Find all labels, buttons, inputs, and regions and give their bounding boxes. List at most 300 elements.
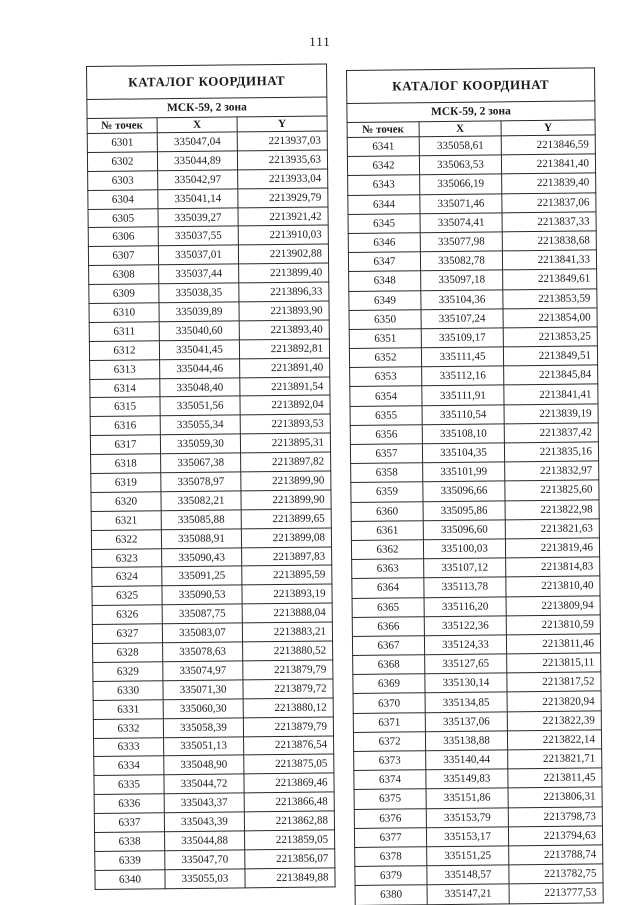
table-row: [347, 135, 595, 157]
table-row: [351, 538, 599, 560]
x-coordinate: 335107,12: [424, 558, 506, 578]
x-coordinate: 335100,03: [423, 539, 505, 559]
point-number: 6349: [349, 290, 421, 310]
x-coordinate: 335104,36: [421, 289, 503, 309]
point-number: 6366: [352, 616, 424, 636]
column-header-y: Y: [501, 120, 595, 136]
x-coordinate: 335041,14: [158, 189, 238, 209]
point-number: 6311: [89, 322, 159, 342]
y-coordinate: 2213897,83: [242, 547, 332, 567]
y-coordinate: 2213883,21: [242, 622, 332, 642]
x-coordinate: 335058,39: [163, 717, 243, 737]
x-coordinate: 335113,78: [424, 577, 506, 597]
table-row: [94, 735, 334, 756]
y-coordinate: 2213837,33: [502, 212, 596, 232]
table-row: [350, 404, 598, 426]
x-coordinate: 335047,04: [157, 132, 237, 152]
column-header-point: № точек: [347, 122, 419, 138]
table-row: [90, 377, 330, 398]
table-row: [92, 565, 332, 586]
point-number: 6335: [94, 775, 164, 795]
table-row: [354, 749, 602, 771]
y-coordinate: 2213896,33: [239, 282, 329, 302]
point-number: 6302: [87, 152, 157, 172]
y-coordinate: 2213869,46: [244, 773, 334, 793]
x-coordinate: 335048,40: [160, 377, 240, 397]
y-coordinate: 2213837,42: [504, 423, 598, 443]
catalog-title: КАТАЛОГ КООРДИНАТ: [87, 64, 327, 100]
y-coordinate: 2213933,04: [238, 169, 328, 189]
y-coordinate: 2213821,63: [505, 519, 599, 539]
table-row: [88, 188, 328, 209]
y-coordinate: 2213899,90: [241, 471, 331, 491]
y-coordinate: 2213849,61: [503, 269, 597, 289]
x-coordinate: 335055,03: [165, 869, 245, 889]
y-coordinate: 2213921,42: [238, 207, 328, 227]
coordinate-catalog-left: [86, 63, 336, 889]
table-row: [93, 698, 333, 719]
y-coordinate: 2213839,40: [502, 173, 596, 193]
point-number: 6352: [349, 348, 421, 368]
table-row: [348, 192, 596, 214]
point-number: 6329: [93, 662, 163, 682]
x-coordinate: 335060,30: [163, 699, 243, 719]
point-number: 6301: [87, 133, 157, 153]
point-number: 6342: [347, 156, 419, 176]
coordinate-catalog-right: [346, 67, 604, 905]
table-row: [352, 595, 600, 617]
point-number: 6333: [94, 737, 164, 757]
point-number: 6373: [354, 751, 426, 771]
x-coordinate: 335078,63: [163, 642, 243, 662]
point-number: 6340: [95, 869, 165, 889]
y-coordinate: 2213880,52: [243, 641, 333, 661]
table-row: [349, 308, 597, 330]
x-coordinate: 335147,21: [427, 884, 509, 904]
y-coordinate: 2213891,54: [240, 377, 330, 397]
y-coordinate: 2213866,48: [244, 792, 334, 812]
y-coordinate: 2213839,19: [504, 404, 598, 424]
page-number: 111: [309, 34, 331, 49]
y-coordinate: 2213777,53: [509, 883, 603, 903]
y-coordinate: 2213788,74: [509, 845, 603, 865]
y-coordinate: 2213859,05: [245, 830, 335, 850]
point-number: 6338: [95, 832, 165, 852]
y-coordinate: 2213899,90: [241, 490, 331, 510]
y-coordinate: 2213893,53: [240, 414, 330, 434]
point-number: 6323: [92, 548, 162, 568]
y-coordinate: 2213893,19: [242, 584, 332, 604]
x-coordinate: 335071,46: [420, 193, 502, 213]
y-coordinate: 2213814,83: [506, 557, 600, 577]
table-row: [92, 547, 332, 568]
point-number: 6316: [90, 416, 160, 436]
point-number: 6334: [94, 756, 164, 776]
x-coordinate: 335042,97: [158, 170, 238, 190]
coordinate-system: МСК-59, 2 зона: [347, 101, 595, 123]
point-number: 6331: [93, 699, 163, 719]
y-coordinate: 2213888,04: [242, 603, 332, 623]
table-row: [353, 672, 601, 694]
y-coordinate: 2213853,59: [503, 288, 597, 308]
x-coordinate: 335153,17: [426, 827, 508, 847]
point-number: 6327: [92, 624, 162, 644]
y-coordinate: 2213846,59: [501, 135, 595, 155]
point-number: 6303: [88, 171, 158, 191]
x-coordinate: 335058,61: [419, 136, 501, 156]
column-header-x: X: [419, 121, 501, 137]
table-row: [89, 301, 329, 322]
table-row: [89, 339, 329, 360]
y-coordinate: 2213841,41: [504, 384, 598, 404]
y-coordinate: 2213895,31: [240, 433, 330, 453]
y-coordinate: 2213822,14: [507, 730, 601, 750]
table-row: [87, 131, 327, 152]
x-coordinate: 335044,88: [165, 831, 245, 851]
y-coordinate: 2213897,82: [241, 452, 331, 472]
x-coordinate: 335048,90: [164, 755, 244, 775]
point-number: 6309: [89, 284, 159, 304]
x-coordinate: 335071,30: [163, 680, 243, 700]
point-number: 6362: [351, 540, 423, 560]
point-number: 6357: [350, 444, 422, 464]
y-coordinate: 2213899,08: [241, 528, 331, 548]
y-coordinate: 2213854,00: [503, 308, 597, 328]
x-coordinate: 335138,88: [425, 731, 507, 751]
table-row: [88, 225, 328, 246]
table-row: [351, 499, 599, 521]
x-coordinate: 335088,91: [161, 529, 241, 549]
table-row: [349, 327, 597, 349]
table-row: [348, 173, 596, 195]
point-number: 6354: [350, 386, 422, 406]
x-coordinate: 335043,37: [164, 793, 244, 813]
y-coordinate: 2213910,03: [238, 225, 328, 245]
point-number: 6367: [352, 636, 424, 656]
x-coordinate: 335116,20: [424, 596, 506, 616]
table-row: [350, 442, 598, 464]
table-row: [353, 710, 601, 732]
x-coordinate: 335149,83: [426, 769, 508, 789]
point-number: 6304: [88, 189, 158, 209]
x-coordinate: 335082,78: [420, 251, 502, 271]
x-coordinate: 335067,38: [161, 453, 241, 473]
y-coordinate: 2213825,60: [505, 480, 599, 500]
table-row: [354, 768, 602, 790]
x-coordinate: 335043,39: [164, 812, 244, 832]
y-coordinate: 2213820,94: [507, 691, 601, 711]
point-number: 6380: [355, 885, 427, 905]
y-coordinate: 2213899,65: [241, 509, 331, 529]
x-coordinate: 335137,06: [425, 711, 507, 731]
point-number: 6325: [92, 586, 162, 606]
table-row: [354, 806, 602, 828]
table-row: [89, 320, 329, 341]
point-number: 6365: [352, 597, 424, 617]
point-number: 6356: [350, 425, 422, 445]
x-coordinate: 335074,41: [420, 213, 502, 233]
point-number: 6355: [350, 405, 422, 425]
point-number: 6337: [94, 813, 164, 833]
y-coordinate: 2213893,90: [239, 301, 329, 321]
x-coordinate: 335104,35: [422, 443, 504, 463]
point-number: 6341: [347, 137, 419, 157]
x-coordinate: 335151,25: [427, 846, 509, 866]
x-coordinate: 335153,79: [426, 807, 508, 827]
table-row: [89, 282, 329, 303]
table-row: [349, 346, 597, 368]
point-number: 6368: [353, 655, 425, 675]
x-coordinate: 335111,45: [421, 347, 503, 367]
x-coordinate: 335082,21: [161, 491, 241, 511]
point-number: 6306: [88, 227, 158, 247]
y-coordinate: 2213879,79: [243, 717, 333, 737]
y-coordinate: 2213822,39: [507, 710, 601, 730]
x-coordinate: 335111,91: [422, 385, 504, 405]
point-number: 6308: [89, 265, 159, 285]
y-coordinate: 2213879,79: [243, 660, 333, 680]
x-coordinate: 335151,86: [426, 788, 508, 808]
x-coordinate: 335037,55: [158, 226, 238, 246]
point-number: 6330: [93, 681, 163, 701]
table-row: [90, 395, 330, 416]
table-row: [348, 250, 596, 272]
point-number: 6314: [90, 378, 160, 398]
table-row: [91, 471, 331, 492]
table-row: [93, 717, 333, 738]
point-number: 6305: [88, 208, 158, 228]
point-number: 6336: [94, 794, 164, 814]
table-row: [351, 519, 599, 541]
table-row: [91, 490, 331, 511]
y-coordinate: 2213806,31: [508, 787, 602, 807]
point-number: 6307: [88, 246, 158, 266]
point-number: 6363: [352, 559, 424, 579]
point-number: 6376: [354, 808, 426, 828]
table-row: [352, 615, 600, 637]
y-coordinate: 2213862,88: [244, 811, 334, 831]
column-header-y: Y: [237, 116, 327, 132]
y-coordinate: 2213853,25: [503, 327, 597, 347]
point-number: 6348: [349, 271, 421, 291]
y-coordinate: 2213876,54: [244, 735, 334, 755]
point-number: 6326: [92, 605, 162, 625]
x-coordinate: 335122,36: [424, 616, 506, 636]
point-number: 6378: [355, 847, 427, 867]
point-number: 6347: [348, 252, 420, 272]
x-coordinate: 335148,57: [427, 865, 509, 885]
x-coordinate: 335044,72: [164, 774, 244, 794]
x-coordinate: 335083,07: [162, 623, 242, 643]
point-number: 6315: [90, 397, 160, 417]
table-row: [89, 263, 329, 284]
y-coordinate: 2213835,16: [504, 442, 598, 462]
point-number: 6318: [91, 454, 161, 474]
table-row: [351, 461, 599, 483]
point-number: 6343: [348, 175, 420, 195]
x-coordinate: 335130,14: [425, 673, 507, 693]
x-coordinate: 335037,01: [158, 245, 238, 265]
x-coordinate: 335107,24: [421, 309, 503, 329]
table-row: [353, 691, 601, 713]
point-number: 6377: [354, 827, 426, 847]
table-row: [348, 231, 596, 253]
table-row: [95, 849, 335, 870]
table-row: [94, 792, 334, 813]
point-number: 6344: [348, 194, 420, 214]
x-coordinate: 335134,85: [425, 692, 507, 712]
x-coordinate: 335109,17: [421, 328, 503, 348]
point-number: 6364: [352, 578, 424, 598]
table-row: [349, 288, 597, 310]
table-row: [352, 557, 600, 579]
table-row: [353, 730, 601, 752]
x-coordinate: 335051,13: [164, 736, 244, 756]
y-coordinate: 2213811,46: [506, 634, 600, 654]
x-coordinate: 335096,66: [423, 481, 505, 501]
y-coordinate: 2213880,12: [243, 698, 333, 718]
point-number: 6372: [353, 732, 425, 752]
y-coordinate: 2213811,45: [508, 768, 602, 788]
table-row: [91, 509, 331, 530]
point-number: 6361: [351, 520, 423, 540]
x-coordinate: 335051,56: [160, 396, 240, 416]
x-coordinate: 335091,25: [162, 566, 242, 586]
table-row: [355, 864, 603, 886]
x-coordinate: 335096,60: [423, 520, 505, 540]
x-coordinate: 335124,33: [424, 635, 506, 655]
table-row: [92, 603, 332, 624]
point-number: 6319: [91, 473, 161, 493]
table-row: [95, 830, 335, 851]
y-coordinate: 2213891,40: [240, 358, 330, 378]
x-coordinate: 335044,46: [160, 359, 240, 379]
table-row: [90, 433, 330, 454]
point-number: 6353: [350, 367, 422, 387]
table-row: [94, 773, 334, 794]
column-header-x: X: [157, 117, 237, 133]
y-coordinate: 2213794,63: [508, 826, 602, 846]
table-row: [90, 358, 330, 379]
point-number: 6375: [354, 789, 426, 809]
table-row: [91, 452, 331, 473]
point-number: 6358: [351, 463, 423, 483]
y-coordinate: 2213817,52: [507, 672, 601, 692]
table-row: [94, 754, 334, 775]
y-coordinate: 2213845,84: [504, 365, 598, 385]
point-number: 6359: [351, 482, 423, 502]
point-number: 6374: [354, 770, 426, 790]
point-number: 6317: [90, 435, 160, 455]
point-number: 6312: [89, 341, 159, 361]
y-coordinate: 2213832,97: [505, 461, 599, 481]
point-number: 6350: [349, 309, 421, 329]
x-coordinate: 335038,35: [159, 283, 239, 303]
point-number: 6360: [351, 501, 423, 521]
x-coordinate: 335063,53: [419, 155, 501, 175]
table-row: [350, 365, 598, 387]
table-row: [92, 584, 332, 605]
y-coordinate: 2213856,07: [245, 849, 335, 869]
point-number: 6332: [93, 718, 163, 738]
table-row: [88, 169, 328, 190]
y-coordinate: 2213841,33: [502, 250, 596, 270]
y-coordinate: 2213819,46: [505, 538, 599, 558]
x-coordinate: 335055,34: [160, 415, 240, 435]
table-row: [350, 384, 598, 406]
table-row: [94, 811, 334, 832]
table-row: [355, 845, 603, 867]
x-coordinate: 335039,27: [158, 207, 238, 227]
y-coordinate: 2213849,88: [245, 868, 335, 888]
y-coordinate: 2213937,03: [237, 131, 327, 151]
y-coordinate: 2213895,59: [242, 565, 332, 585]
table-row: [353, 653, 601, 675]
x-coordinate: 335047,70: [165, 850, 245, 870]
point-number: 6369: [353, 674, 425, 694]
table-row: [354, 826, 602, 848]
table-row: [90, 414, 330, 435]
point-number: 6313: [90, 359, 160, 379]
table-row: [95, 868, 335, 889]
point-number: 6310: [89, 303, 159, 323]
point-number: 6345: [348, 213, 420, 233]
column-header-point: № точек: [87, 118, 157, 134]
x-coordinate: 335078,97: [161, 472, 241, 492]
x-coordinate: 335085,88: [161, 510, 241, 530]
point-number: 6379: [355, 866, 427, 886]
point-number: 6370: [353, 693, 425, 713]
x-coordinate: 335059,30: [160, 434, 240, 454]
y-coordinate: 2213875,05: [244, 754, 334, 774]
point-number: 6346: [348, 233, 420, 253]
x-coordinate: 335037,44: [159, 264, 239, 284]
y-coordinate: 2213782,75: [509, 864, 603, 884]
x-coordinate: 335108,10: [422, 424, 504, 444]
x-coordinate: 335090,43: [162, 547, 242, 567]
x-coordinate: 335040,60: [159, 321, 239, 341]
x-coordinate: 335140,44: [426, 750, 508, 770]
y-coordinate: 2213892,04: [240, 395, 330, 415]
table-row: [88, 244, 328, 265]
point-number: 6328: [93, 643, 163, 663]
x-coordinate: 335110,54: [422, 404, 504, 424]
table-row: [92, 622, 332, 643]
table-row: [91, 528, 331, 549]
point-number: 6339: [95, 851, 165, 871]
table-row: [352, 576, 600, 598]
point-number: 6324: [92, 567, 162, 587]
x-coordinate: 335044,89: [157, 151, 237, 171]
y-coordinate: 2213841,40: [501, 154, 595, 174]
y-coordinate: 2213902,88: [238, 244, 328, 264]
point-number: 6320: [91, 492, 161, 512]
y-coordinate: 2213798,73: [508, 806, 602, 826]
y-coordinate: 2213821,71: [508, 749, 602, 769]
y-coordinate: 2213849,51: [503, 346, 597, 366]
table-row: [355, 883, 603, 905]
table-row: [93, 660, 333, 681]
table-row: [347, 154, 595, 176]
point-number: 6351: [349, 329, 421, 349]
catalog-title: КАТАЛОГ КООРДИНАТ: [347, 68, 595, 104]
point-number: 6371: [353, 712, 425, 732]
table-row: [93, 679, 333, 700]
y-coordinate: 2213809,94: [506, 595, 600, 615]
x-coordinate: 335112,16: [422, 366, 504, 386]
y-coordinate: 2213815,11: [507, 653, 601, 673]
point-number: 6321: [91, 511, 161, 531]
